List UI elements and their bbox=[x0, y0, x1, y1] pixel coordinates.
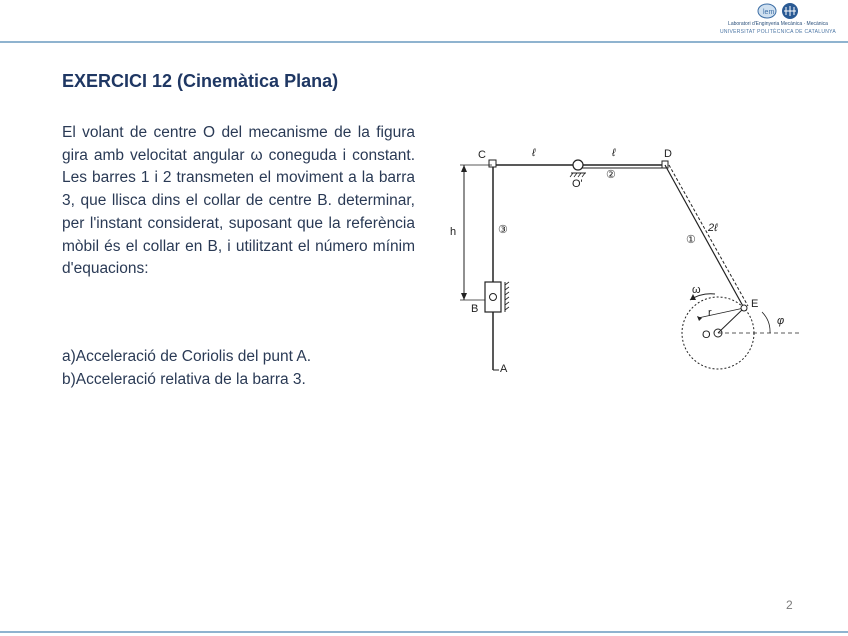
logo-university-name: UNIVERSITAT POLITÈCNICA DE CATALUNYA bbox=[719, 29, 837, 35]
h-arrow-bottom bbox=[461, 293, 467, 300]
radius-indicator bbox=[698, 308, 744, 318]
label-l-right: ℓ bbox=[612, 147, 616, 159]
bar-1-edge-a bbox=[665, 165, 744, 308]
joint-c bbox=[489, 160, 496, 167]
problem-statement: El volant de centre O del mecanisme de la figura gira amb velocitat angular ω coneguda i constant. Les barres 1 i 2 transmeten el moviment a la barra 3, que llisca dins el collar de centre B. determinar, per l'instant considerat, suposant que la referència mòbil és el collar en B, i utilitzant el número mínim d'equacions: bbox=[62, 124, 415, 278]
university-logo bbox=[712, 2, 844, 38]
pivot-ground-hatch bbox=[570, 173, 585, 177]
pivot-o-prime bbox=[573, 160, 583, 170]
label-a: A bbox=[500, 363, 508, 375]
footer-rule bbox=[0, 631, 848, 633]
page-number: 2 bbox=[786, 598, 793, 612]
svg-text:lem: lem bbox=[763, 9, 775, 16]
label-c: C bbox=[478, 149, 486, 161]
bar-1-edge-b bbox=[669, 165, 748, 306]
h-arrow-top bbox=[461, 165, 467, 172]
question-text: Acceleració de Coriolis del punt A. bbox=[75, 348, 312, 365]
joint-d bbox=[662, 161, 668, 168]
label-bar-3: ③ bbox=[498, 224, 508, 236]
label-two-l: 2ℓ bbox=[708, 222, 718, 234]
question-a bbox=[62, 346, 311, 369]
label-l-left: ℓ bbox=[532, 147, 536, 159]
label-e: E bbox=[751, 298, 759, 310]
question-text: Acceleració relativa de la barra 3. bbox=[75, 370, 306, 388]
label-bar-1: ① bbox=[686, 234, 696, 246]
logo-lab-name: Laboratori d'Enginyeria Mecànica · Mecànica bbox=[728, 21, 828, 27]
collar-b-pin bbox=[490, 294, 497, 301]
question-list bbox=[62, 346, 311, 391]
mechanism-diagram bbox=[440, 140, 810, 380]
question-b bbox=[62, 369, 311, 392]
label-d: D bbox=[664, 148, 672, 160]
phi-arc bbox=[762, 312, 770, 333]
label-bar-2: ② bbox=[606, 169, 616, 181]
joint-e bbox=[741, 305, 747, 311]
label-h: h bbox=[450, 226, 457, 238]
label-b: B bbox=[471, 303, 479, 315]
radius-arrow bbox=[697, 316, 702, 321]
label-omega: ω bbox=[692, 284, 701, 296]
question-marker: b) bbox=[62, 370, 76, 388]
label-r: r bbox=[708, 307, 712, 319]
logo-emblem-icon bbox=[712, 2, 844, 22]
label-o: O bbox=[702, 329, 711, 341]
label-o-prime: O' bbox=[572, 178, 583, 190]
label-phi: φ bbox=[777, 315, 785, 327]
radius-line bbox=[718, 308, 744, 333]
collar-ground-hatch bbox=[505, 282, 509, 310]
header-rule bbox=[0, 41, 848, 43]
page-title: EXERCICI 12 (Cinemàtica Plana) bbox=[62, 71, 339, 91]
question-marker: a) bbox=[62, 348, 76, 365]
